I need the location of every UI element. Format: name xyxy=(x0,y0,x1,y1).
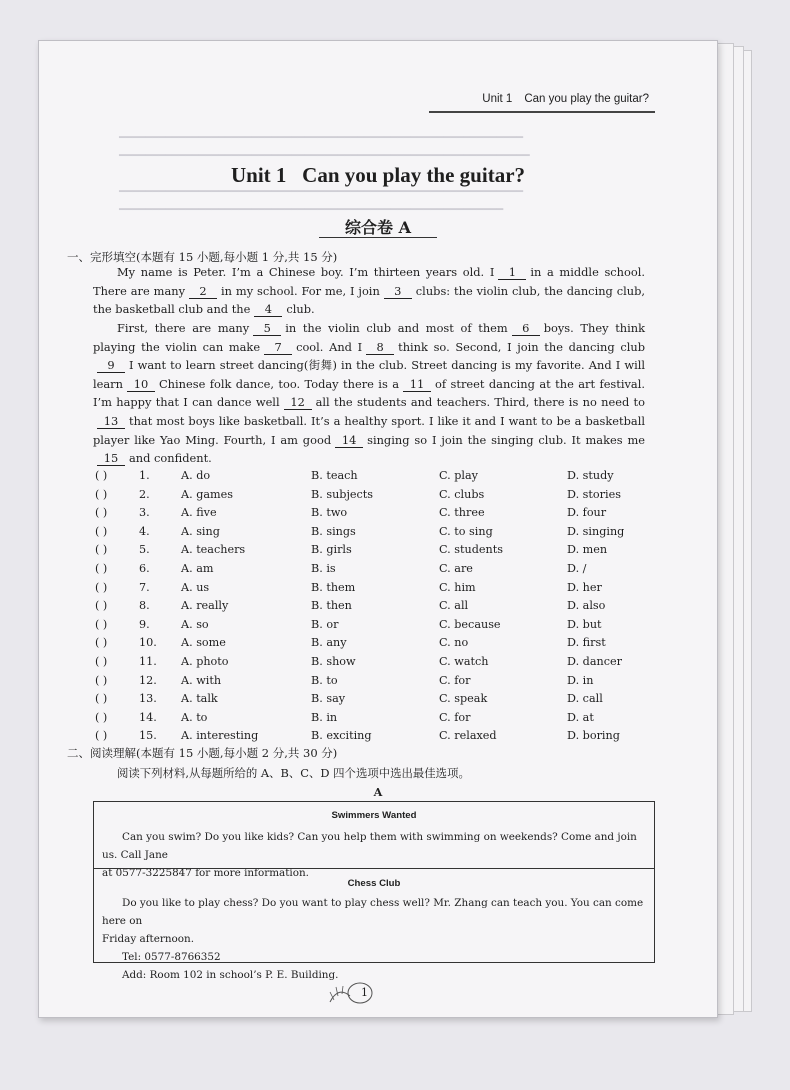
answer-bracket[interactable]: ( ) xyxy=(95,710,108,724)
option-d: D. singing xyxy=(567,524,625,538)
text-run: think so. Second, I join the dancing club xyxy=(398,339,645,354)
option-c: C. clubs xyxy=(439,487,485,501)
option-a: A. us xyxy=(181,580,210,594)
question-number: 14. xyxy=(139,710,157,724)
bleed-through-texture: ━━━━━━━━━━━━━━━━━━━━━━━━━━━━━━━━━━━━━━━━━━━━━━━━━━━━━━━━━━━━━━ xyxy=(119,149,530,162)
option-d: D. boring xyxy=(567,729,620,743)
blank-13: 13 xyxy=(97,414,125,429)
option-d: D. also xyxy=(567,599,606,613)
question-row xyxy=(95,543,655,562)
ad1-title: Swimmers Wanted xyxy=(331,810,417,821)
question-number: 2. xyxy=(139,487,150,501)
option-b: B. subjects xyxy=(311,487,374,501)
option-d: D. / xyxy=(567,562,587,575)
answer-bracket[interactable]: ( ) xyxy=(95,599,108,613)
answer-bracket[interactable]: ( ) xyxy=(95,636,108,650)
option-a: A. do xyxy=(181,469,211,482)
ad1-line1: Can you swim? Do you like kids? Can you help them with swimming on weekends? Come and join us. Call Jane xyxy=(102,831,637,861)
option-c: C. watch xyxy=(439,655,489,668)
question-row xyxy=(95,599,655,618)
option-d: D. her xyxy=(567,580,602,594)
text-run: and confident. xyxy=(129,451,212,466)
option-b: B. then xyxy=(311,599,352,613)
question-number: 7. xyxy=(139,580,150,594)
blank-1: 1 xyxy=(498,265,526,280)
option-a: A. so xyxy=(181,617,209,631)
option-d: D. study xyxy=(567,469,614,482)
page-number: 1 xyxy=(361,986,368,999)
ad2-body xyxy=(102,894,648,984)
answer-bracket[interactable]: ( ) xyxy=(95,543,108,557)
blank-2: 2 xyxy=(189,284,217,299)
question-number: 1. xyxy=(139,469,150,482)
option-c: C. are xyxy=(439,562,473,575)
section2-heading: 二、阅读理解(本题有 15 小题,每小题 2 分,共 30 分) xyxy=(67,746,338,760)
option-b: B. two xyxy=(311,506,348,520)
question-row xyxy=(95,636,655,655)
option-a: A. interesting xyxy=(181,729,259,743)
question-number: 3. xyxy=(139,506,150,520)
ad1-body xyxy=(102,828,648,882)
option-d: D. men xyxy=(567,543,608,557)
title-unit: Unit 1 xyxy=(230,163,287,187)
ads-box xyxy=(93,801,655,981)
option-c: C. him xyxy=(439,580,476,594)
option-b: B. in xyxy=(311,710,338,724)
option-c: C. three xyxy=(439,506,485,520)
text-run: My name is Peter. I’m a Chinese boy. I’m thirteen years old. I xyxy=(117,265,495,279)
running-header xyxy=(429,87,655,113)
option-d: D. at xyxy=(567,710,594,724)
ad1-line2: at 0577-3225847 for more information. xyxy=(102,867,309,879)
section1-heading: 一、完形填空(本题有 15 小题,每小题 1 分,共 15 分) xyxy=(67,250,338,264)
option-c: C. relaxed xyxy=(439,729,497,743)
question-row xyxy=(95,525,655,544)
blank-14: 14 xyxy=(335,433,363,448)
header-unit: Unit 1 xyxy=(482,93,513,105)
page-subtitle: 综合卷 A xyxy=(345,218,411,237)
question-number: 12. xyxy=(139,673,157,687)
option-d: D. four xyxy=(567,506,607,520)
option-b: B. to xyxy=(311,673,338,687)
answer-bracket[interactable]: ( ) xyxy=(95,617,108,631)
section2-instruction: 阅读下列材料,从每题所给的 A、B、C、D 四个选项中选出最佳选项。 xyxy=(117,766,470,780)
ad2-line4: Add: Room 102 in school’s P. E. Building. xyxy=(122,969,339,981)
bleed-through-texture: ━━━━━━━━━━━━━━━━━━━━━━━━━━━━━━━━━━━━━━━━━━━━━━━━━━━━━━━━━━━━━ xyxy=(119,131,523,144)
blank-12: 12 xyxy=(284,395,312,410)
text-run: in my school. For me, I join xyxy=(221,283,380,298)
option-b: B. say xyxy=(311,692,346,706)
question-row xyxy=(95,655,655,674)
option-b: B. teach xyxy=(311,469,358,482)
option-a: A. five xyxy=(181,506,217,520)
blank-7: 7 xyxy=(264,340,292,355)
question-row xyxy=(95,581,655,600)
text-run: Chinese folk dance, too. Today there is a xyxy=(158,376,400,391)
answer-bracket[interactable]: ( ) xyxy=(95,487,108,501)
option-c: C. no xyxy=(439,636,469,650)
option-c: C. play xyxy=(439,469,479,482)
answer-bracket[interactable]: ( ) xyxy=(95,562,108,575)
answer-bracket[interactable]: ( ) xyxy=(95,506,108,520)
text-run: I want to learn street dancing(街舞) in the club. Street dancing is my favorite. And I will learn xyxy=(93,358,645,391)
blank-6: 6 xyxy=(512,321,540,336)
option-a: A. photo xyxy=(181,655,229,668)
bleed-through-texture: ━━━━━━━━━━━━━━━━━━━━━━━━━━━━━━━━━━━━━━━━━━━━━━━━━━━━━━━━━━ xyxy=(119,203,504,216)
ad2-line2: Friday afternoon. xyxy=(102,933,195,945)
answer-bracket[interactable]: ( ) xyxy=(95,655,108,668)
ad2-title: Chess Club xyxy=(347,878,401,889)
text-run: First, there are many xyxy=(117,321,250,335)
text-run: that most boys like basketball. It’s a healthy sport. I like it and I want to be a basketball player like Yao Ming. Fourth, I am good xyxy=(93,413,645,447)
text-run: singing so I join the singing club. It makes me xyxy=(367,432,645,447)
option-b: B. girls xyxy=(311,543,352,557)
blank-11: 11 xyxy=(403,377,431,392)
option-d: D. but xyxy=(567,617,602,631)
text-run: clubs: the violin club, the dancing club, the basketball club and the xyxy=(93,283,646,317)
option-b: B. exciting xyxy=(311,729,372,743)
ad-divider xyxy=(94,868,654,869)
question-row xyxy=(95,618,655,637)
question-number: 9. xyxy=(139,617,150,631)
text-run: in the violin club and most of them xyxy=(285,321,508,335)
blank-3: 3 xyxy=(384,284,412,299)
option-a: A. with xyxy=(181,673,222,687)
question-number: 15. xyxy=(139,729,157,743)
option-c: C. speak xyxy=(439,692,488,706)
option-d: D. call xyxy=(567,692,603,706)
question-row xyxy=(95,488,655,507)
option-c: C. for xyxy=(439,710,471,724)
answer-bracket[interactable]: ( ) xyxy=(95,524,108,538)
option-a: A. sing xyxy=(181,524,220,538)
passage-letter: A xyxy=(373,785,383,799)
option-c: C. all xyxy=(439,599,469,613)
text-run: of street dancing at the art festival. I’m happy that I can dance well xyxy=(93,376,645,410)
option-c: C. students xyxy=(439,543,503,557)
option-a: A. some xyxy=(181,636,226,650)
question-row xyxy=(95,562,655,581)
answer-bracket[interactable]: ( ) xyxy=(95,673,108,687)
text-run: in a middle school. There are many xyxy=(93,265,645,298)
question-row xyxy=(95,711,655,730)
option-c: C. because xyxy=(439,617,501,631)
question-number: 6. xyxy=(139,562,150,575)
blank-10: 10 xyxy=(127,377,155,392)
option-b: B. sings xyxy=(311,524,356,538)
question-number: 8. xyxy=(139,599,150,613)
option-b: B. show xyxy=(311,655,356,668)
option-a: A. teachers xyxy=(181,543,246,557)
option-b: B. them xyxy=(311,580,356,594)
exam-page xyxy=(38,40,718,1018)
option-c: C. to sing xyxy=(439,524,493,538)
option-a: A. really xyxy=(181,599,229,613)
question-row xyxy=(95,506,655,525)
header-question: Can you play the guitar? xyxy=(524,93,649,105)
option-a: A. to xyxy=(181,710,208,724)
question-row xyxy=(95,674,655,693)
blank-9: 9 xyxy=(97,358,125,373)
ad2-line1: Do you like to play chess? Do you want to play chess well? Mr. Zhang can teach you. You can come here on xyxy=(102,897,644,927)
question-number: 4. xyxy=(139,524,150,538)
answer-bracket[interactable]: ( ) xyxy=(95,729,108,743)
option-a: A. games xyxy=(181,487,233,501)
text-run: club. xyxy=(286,302,315,317)
title-text: Can you play the guitar? xyxy=(302,163,526,187)
question-number: 10. xyxy=(139,636,157,650)
text-run: all the students and teachers. Third, there is no need to xyxy=(315,395,645,410)
blank-15: 15 xyxy=(97,451,125,466)
bleed-through-texture: ━━━━━━━━━━━━━━━━━━━━━━━━━━━━━━━━━━━━━━━━━━━━━━━━━━━━━━━━━━━━━ xyxy=(119,185,523,198)
option-a: A. talk xyxy=(181,692,218,706)
cloze-paragraph-2 xyxy=(93,319,645,468)
option-c: C. for xyxy=(439,673,471,687)
page-title xyxy=(39,163,717,188)
question-number: 5. xyxy=(139,543,150,557)
question-number: 13. xyxy=(139,692,157,706)
option-b: B. is xyxy=(311,562,336,575)
blank-5: 5 xyxy=(253,321,281,336)
subtitle-rule xyxy=(319,237,437,238)
question-row xyxy=(95,692,655,711)
question-number: 11. xyxy=(139,655,157,668)
text-run: boys. They think playing the violin can make xyxy=(93,321,645,354)
text-run: cool. And I xyxy=(296,339,363,354)
answer-bracket[interactable]: ( ) xyxy=(95,469,108,482)
ad2-line3: Tel: 0577-8766352 xyxy=(122,951,221,963)
option-b: B. any xyxy=(311,636,347,650)
option-d: D. stories xyxy=(567,487,621,501)
option-a: A. am xyxy=(181,562,214,575)
option-b: B. or xyxy=(311,617,339,631)
cloze-paragraph-1 xyxy=(93,263,645,319)
answer-bracket[interactable]: ( ) xyxy=(95,692,108,706)
question-row xyxy=(95,469,655,488)
option-d: D. in xyxy=(567,673,594,687)
blank-8: 8 xyxy=(366,340,394,355)
blank-4: 4 xyxy=(254,302,282,317)
answer-bracket[interactable]: ( ) xyxy=(95,580,108,594)
option-d: D. dancer xyxy=(567,655,622,668)
option-d: D. first xyxy=(567,636,606,650)
